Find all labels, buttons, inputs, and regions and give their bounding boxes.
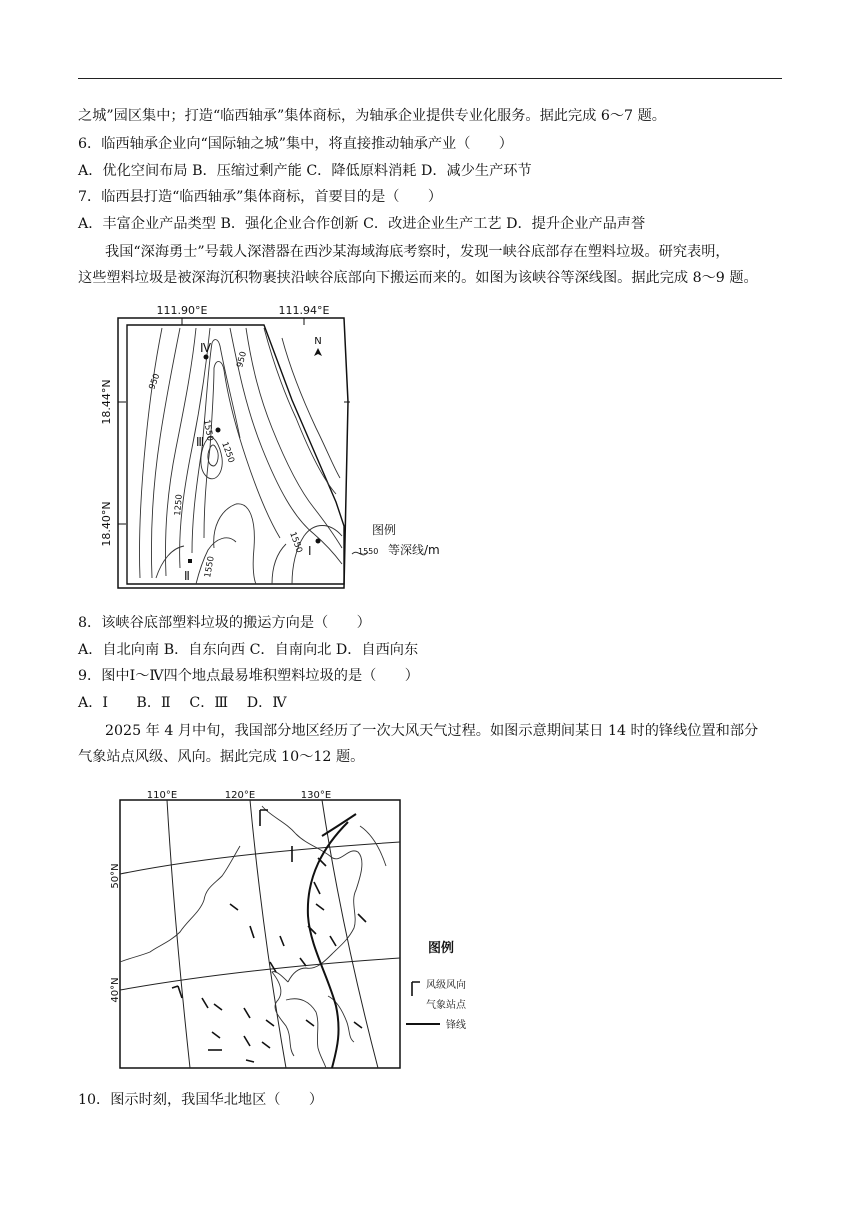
legend-contour-label: 等深线/m [388, 543, 440, 557]
legend-station: 气象站点 [426, 1000, 466, 1011]
lon-label: 120°E [224, 790, 256, 801]
paragraph-line: 气象站点风级、风向。据此完成 10～12 题。 [78, 749, 365, 765]
text-line: 之城”园区集中；打造“临西轴承”集体商标，为轴承企业提供专业化服务。据此完成 6～7 题。 [78, 108, 666, 124]
question-9: 9．图中Ⅰ～Ⅳ四个地点最易堆积塑料垃圾的是（ ） [78, 668, 419, 684]
lon-label: 110°E [146, 790, 178, 801]
contour-label: 950 [235, 350, 250, 369]
point-IV-label: Ⅳ [200, 341, 212, 355]
canyon-depth-map [96, 298, 496, 600]
north-arrow-icon [314, 348, 322, 356]
header-rule [78, 78, 782, 79]
lon-label: 130°E [300, 790, 332, 801]
lat-label: 40°N [110, 977, 121, 1003]
question-6-options: A．优化空间布局 B．压缩过剩产能 C．降低原料消耗 D．减少生产环节 [78, 163, 532, 179]
lat-bottom-label: 18.40°N [100, 501, 113, 547]
lon-right-label: 111.94°E [278, 304, 330, 317]
question-9-options: A．Ⅰ B．Ⅱ C．Ⅲ D．Ⅳ [78, 695, 287, 711]
legend-front: 锋线 [446, 1020, 466, 1031]
point-I-label: Ⅰ [308, 544, 312, 558]
question-7-options: A．丰富企业产品类型 B．强化企业合作创新 C．改进企业生产工艺 D．提升企业产品声誉 [78, 216, 646, 232]
legend-contour-value: 1550 [358, 547, 379, 556]
weather-front-map [110, 786, 490, 1076]
paragraph-line: 我国“深海勇士”号载人深潜器在西沙某海域海底考察时，发现一峡谷底部存在塑料垃圾。研究表明， [105, 244, 730, 260]
wind-barbs [172, 810, 366, 1062]
contour-label: 1550 [201, 418, 215, 442]
legend-title: 图例 [372, 523, 397, 537]
point-III-label: Ⅲ [196, 435, 205, 449]
question-8-options: A．自北向南 B．自东向西 C．自南向北 D．自西向东 [78, 642, 419, 658]
question-7: 7．临西县打造“临西轴承”集体商标，首要目的是（ ） [78, 189, 443, 205]
legend-title: 图例 [428, 941, 455, 956]
question-8: 8．该峡谷底部塑料垃圾的搬运方向是（ ） [78, 615, 371, 631]
point-II-label: Ⅱ [184, 569, 190, 583]
lon-left-label: 111.90°E [156, 304, 208, 317]
paragraph-line: 2025 年 4 月中旬，我国部分地区经历了一次大风天气过程。如图示意期间某日 14 时的锋线位置和部分 [105, 723, 759, 739]
contour-label: 950 [147, 372, 163, 392]
legend-wind: 风级风向 [426, 980, 466, 991]
front-line [308, 822, 348, 1068]
lat-top-label: 18.44°N [100, 379, 113, 425]
wind-barb-legend-icon [412, 982, 420, 996]
lat-label: 50°N [110, 863, 121, 889]
paragraph-line: 这些塑料垃圾是被深海沉积物裹挟沿峡谷底部向下搬运而来的。如图为该峡谷等深线图。据此完成 8～9 题。 [78, 270, 758, 286]
question-6: 6．临西轴承企业向“国际轴之城”集中，将直接推动轴承产业（ ） [78, 136, 513, 152]
contour-label: 1550 [287, 530, 304, 555]
contour-label: 1250 [173, 493, 185, 517]
contour-label: 1250 [219, 440, 236, 465]
contour-label: 1550 [203, 555, 217, 579]
north-label: N [314, 336, 322, 347]
question-10: 10．图示时刻，我国华北地区（ ） [78, 1092, 324, 1108]
